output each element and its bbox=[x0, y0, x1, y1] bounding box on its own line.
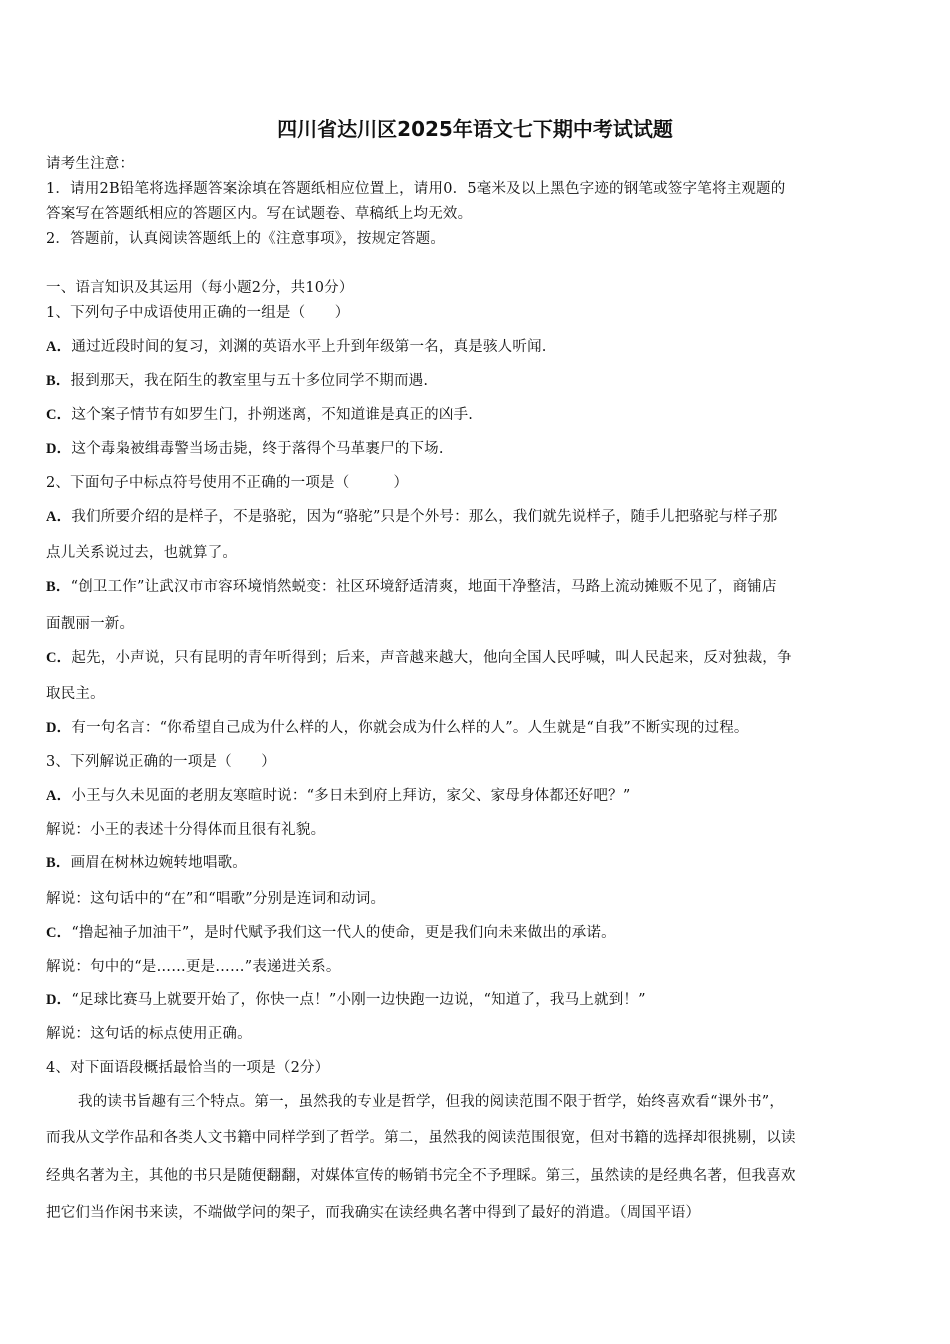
q3-option-a: A．小王与久未见面的老朋友寒暄时说：“多日未到府上拜访，家父、家母身体都还好吧？” bbox=[46, 788, 631, 804]
q4-passage-line-1: 我的读书旨趣有三个特点。第一，虽然我的专业是哲学，但我的阅读范围不限于哲学，始终喜欢看“课外书”， bbox=[78, 1094, 785, 1110]
question-3-stem: 3、下列解说正确的一项是（ ） bbox=[46, 754, 276, 770]
q3-option-d: D．“足球比赛马上就要开始了，你快一点！”小刚一边快跑一边说，“知道了，我马上就到！” bbox=[46, 992, 646, 1008]
q2-option-b-line-2: 面靓丽一新。 bbox=[46, 616, 135, 632]
q1-option-b: B．报到那天，我在陌生的教室里与五十多位同学不期而遇. bbox=[46, 373, 429, 389]
question-1-stem: 1、下列句子中成语使用正确的一组是（ ） bbox=[46, 305, 350, 321]
notice-item-2: 2．答题前，认真阅读答题纸上的《注意事项》，按规定答题。 bbox=[46, 231, 446, 247]
q1-option-a: A．通过近段时间的复习，刘渊的英语水平上升到年级第一名，真是骇人听闻. bbox=[46, 339, 547, 355]
notice-item-1-line-1: 1．请用2B铅笔将选择题答案涂填在答题纸相应位置上，请用0．5毫米及以上黑色字迹的钢笔或签字笔将主观题的 bbox=[46, 181, 786, 197]
q2-option-a-line-2: 点儿关系说过去，也就算了。 bbox=[46, 545, 238, 561]
question-2-stem: 2、下面句子中标点符号使用不正确的一项是（ ） bbox=[46, 475, 409, 491]
q2-option-a-line-1: A．我们所要介绍的是样子，不是骆驼，因为“骆驼”只是个外号：那么，我们就先说样子，随手儿把骆驼与样子那 bbox=[46, 509, 778, 525]
q3-option-b: B．画眉在树林边婉转地唱歌。 bbox=[46, 855, 247, 871]
q2-option-d: D．有一句名言：“你希望自己成为什么样的人，你就会成为什么样的人”。人生就是“自我”不断实现的过程。 bbox=[46, 720, 749, 736]
q3-option-c-explanation: 解说：句中的“是……更是……”表递进关系。 bbox=[46, 959, 341, 975]
q1-option-d: D．这个毒枭被缉毒警当场击毙，终于落得个马革裹尸的下场. bbox=[46, 441, 444, 457]
section-heading: 一、语言知识及其运用（每小题2分，共10分） bbox=[46, 280, 354, 296]
question-4-stem: 4、对下面语段概括最恰当的一项是（2分） bbox=[46, 1060, 330, 1076]
q4-passage-line-4: 把它们当作闲书来读，不端做学问的架子，而我确实在读经典名著中得到了最好的消遣。（周国平语） bbox=[46, 1205, 701, 1221]
q2-option-c-line-1: C．起先，小声说，只有昆明的青年听得到；后来，声音越来越大，他向全国人民呼喊，叫人民起来，反对独裁，争 bbox=[46, 650, 792, 666]
q2-option-b-line-1: B．“创卫工作”让武汉市市容环境悄然蜕变：社区环境舒适清爽，地面干净整洁，马路上流动摊贩不见了，商铺店 bbox=[46, 579, 777, 595]
notice-item-1-line-2: 答案写在答题纸相应的答题区内。写在试题卷、草稿纸上均无效。 bbox=[46, 206, 473, 222]
q3-option-b-explanation: 解说：这句话中的“在”和“唱歌”分别是连词和动词。 bbox=[46, 891, 386, 907]
notice-heading: 请考生注意： bbox=[46, 156, 135, 172]
q4-passage-line-2: 而我从文学作品和各类人文书籍中同样学到了哲学。第二，虽然我的阅读范围很宽，但对书籍的选择却很挑剔，以读 bbox=[46, 1130, 796, 1146]
q4-passage-line-3: 经典名著为主，其他的书只是随便翻翻，对媒体宣传的畅销书完全不予理睬。第三，虽然读的是经典名著，但我喜欢 bbox=[46, 1168, 796, 1184]
q3-option-a-explanation: 解说：小王的表述十分得体而且很有礼貌。 bbox=[46, 822, 326, 838]
q3-option-d-explanation: 解说：这句话的标点使用正确。 bbox=[46, 1026, 252, 1042]
q1-option-c: C．这个案子情节有如罗生门，扑朔迷离，不知道谁是真正的凶手. bbox=[46, 407, 474, 423]
q2-option-c-line-2: 取民主。 bbox=[46, 686, 105, 702]
page-title: 四川省达川区2025年语文七下期中考试试题 bbox=[277, 117, 673, 141]
q3-option-c: C．“撸起袖子加油干”，是时代赋予我们这一代人的使命，更是我们向未来做出的承诺。 bbox=[46, 925, 616, 941]
